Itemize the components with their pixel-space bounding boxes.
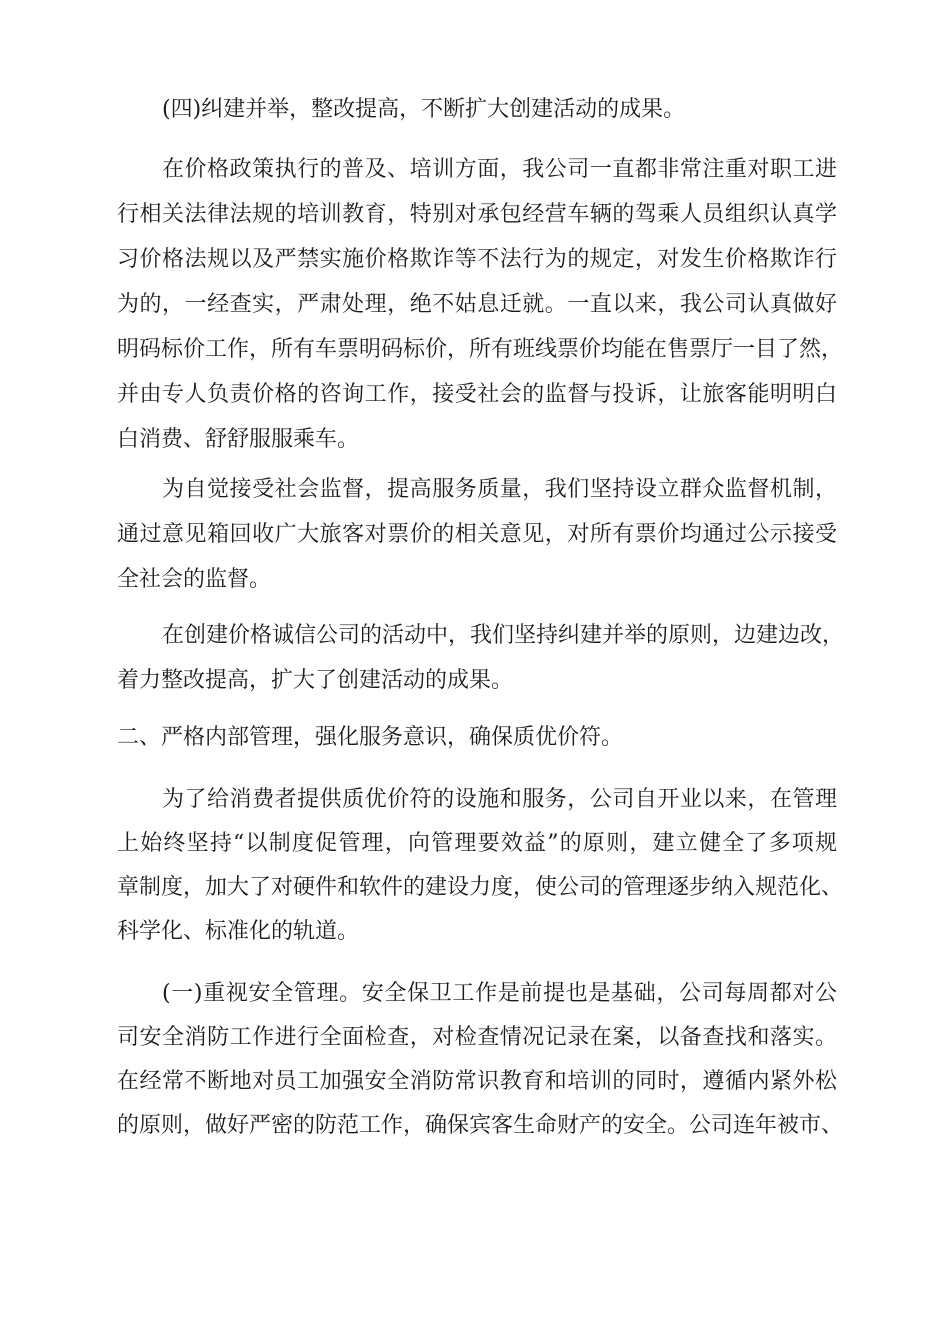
paragraph-line: 为了给消费者提供质优价符的设施和服务，公司自开业以来，在管理: [162, 787, 837, 812]
paragraph-line: (一)重视安全管理。安全保卫工作是前提也是基础，公司每周都对公: [162, 981, 837, 1006]
paragraph-line: 为自觉接受社会监督，提高服务质量，我们坚持设立群众监督机制，: [162, 477, 837, 502]
paragraph-line: 在价格政策执行的普及、培训方面，我公司一直都非常注重对职工进: [162, 157, 837, 182]
paragraph-line: 着力整改提高，扩大了创建活动的成果。: [117, 668, 514, 693]
paragraph-line: 习价格法规以及严禁实施价格欺诈等不法行为的规定，对发生价格欺诈行: [117, 247, 837, 272]
paragraph-line: 在创建价格诚信公司的活动中，我们坚持纠建并举的原则，边建边改，: [162, 623, 845, 648]
paragraph-line: 的原则，做好严密的防范工作，确保宾客生命财产的安全。公司连年被市、: [117, 1113, 844, 1138]
paragraph-line: 在经常不断地对员工加强安全消防常识教育和培训的同时，遵循内紧外松: [117, 1069, 837, 1094]
section-heading-2: 二、严格内部管理，强化服务意识，确保质优价符。: [117, 725, 624, 750]
paragraph-line: 章制度，加大了对硬件和软件的建设力度，使公司的管理逐步纳入规范化、: [117, 875, 844, 900]
paragraph-line: 上始终坚持“以制度促管理，向管理要效益”的原则，建立健全了多项规: [117, 831, 837, 856]
paragraph-line: 为的，一经查实，严肃处理，绝不姑息迁就。一直以来，我公司认真做好: [117, 292, 837, 317]
paragraph-line: 明码标价工作，所有车票明码标价，所有班线票价均能在售票厅一目了然，: [117, 337, 844, 362]
paragraph-line: 科学化、标准化的轨道。: [117, 919, 360, 944]
paragraph-line: 白消费、舒舒服服乘车。: [117, 427, 360, 452]
paragraph-line: 司安全消防工作进行全面检查，对检查情况记录在案，以备查找和落实。: [117, 1025, 837, 1050]
paragraph-heading-4: (四)纠建并举，整改提高，不断扩大创建活动的成果。: [162, 97, 686, 122]
paragraph-line: 并由专人负责价格的咨询工作，接受社会的监督与投诉，让旅客能明明白: [117, 382, 837, 407]
paragraph-line: 通过意见箱回收广大旅客对票价的相关意见，对所有票价均通过公示接受: [117, 522, 837, 547]
paragraph-line: 全社会的监督。: [117, 567, 272, 592]
paragraph-line: 行相关法律法规的培训教育，特别对承包经营车辆的驾乘人员组织认真学: [117, 202, 837, 227]
